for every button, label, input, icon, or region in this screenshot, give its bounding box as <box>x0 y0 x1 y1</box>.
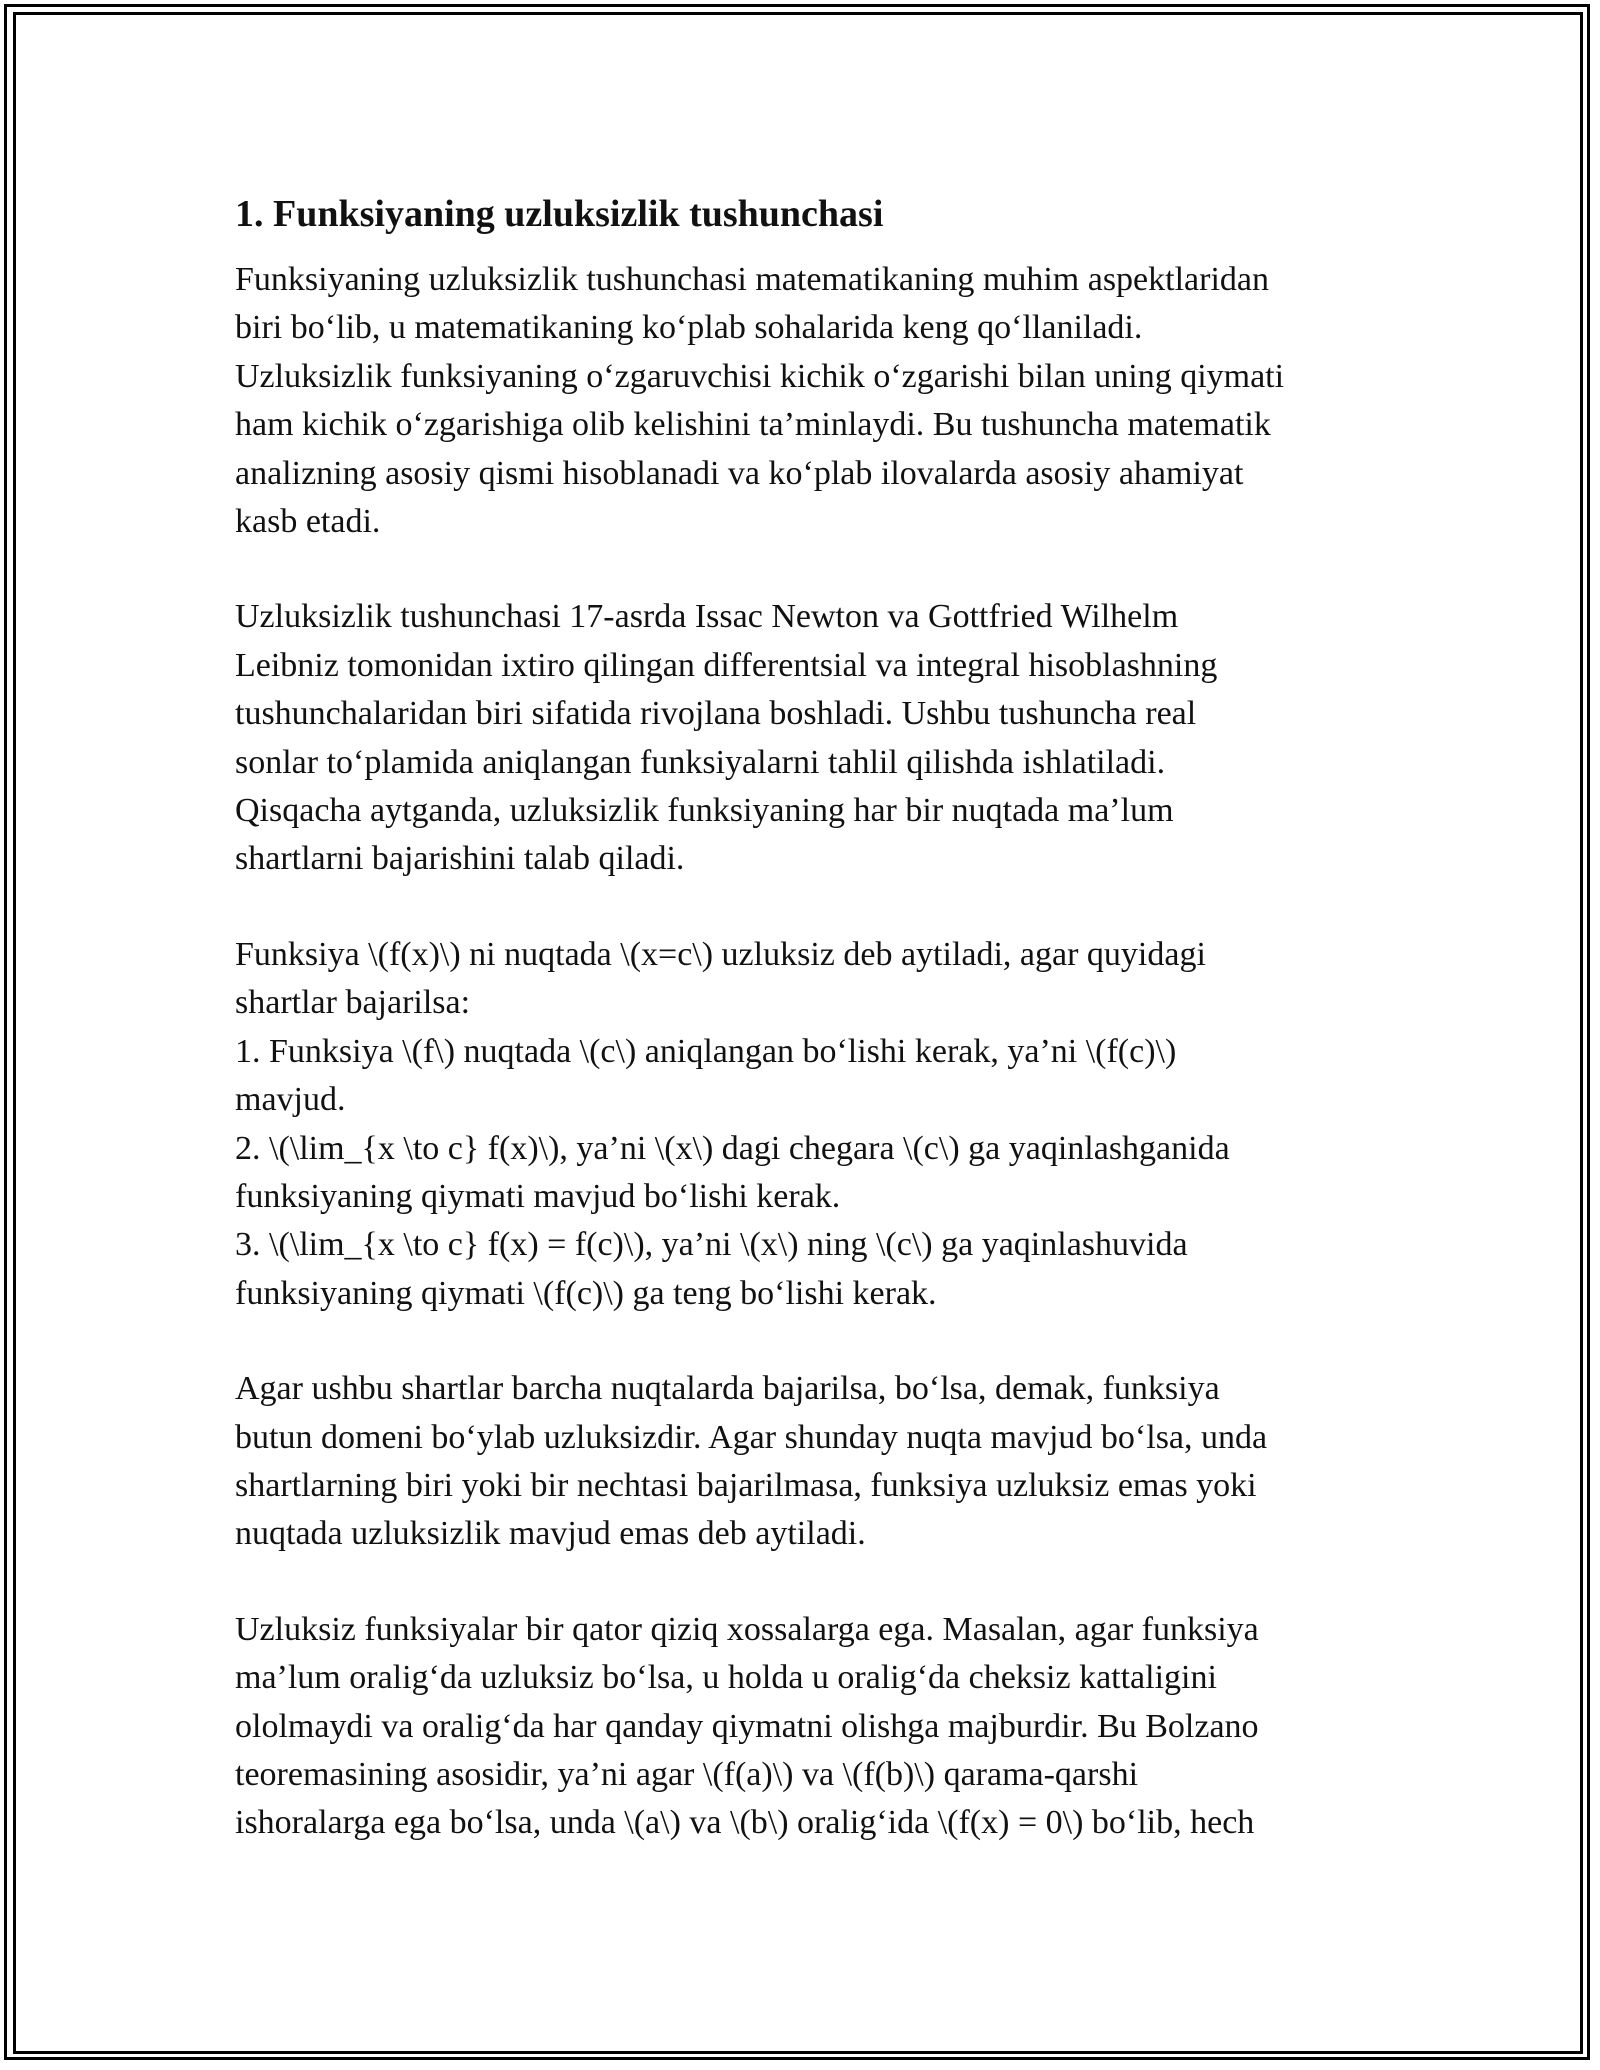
text-line: Uzluksizlik tushunchasi 17-asrda Issac Newton va Gottfried Wilhelm <box>235 598 1179 636</box>
paragraph-intro <box>235 256 1385 546</box>
section-heading: 1. Funksiyaning uzluksizlik tushunchasi <box>235 193 884 235</box>
text-line: Leibniz tomonidan ixtiro qilingan differentsial va integral hisoblashning <box>235 646 1218 684</box>
text-line: shartlar bajarilsa: <box>235 984 471 1022</box>
text-line: 2. \(\lim_{x \to c} f(x)\), ya’ni \(x\) dagi chegara \(c\) ga yaqinlashganida <box>235 1129 1230 1167</box>
text-line: biri bo‘lib, u matematikaning ko‘plab sohalarida keng qo‘llaniladi. <box>235 309 1143 347</box>
text-line: butun domeni bo‘ylab uzluksizdir. Agar shunday nuqta mavjud bo‘lsa, unda <box>235 1418 1268 1456</box>
paragraph-history <box>235 593 1385 883</box>
paragraph-definition <box>235 931 1385 1318</box>
text-line: Funksiya \(f(x)\) ni nuqtada \(x=c\) uzluksiz deb aytiladi, agar quyidagi <box>235 935 1206 973</box>
text-line: funksiyaning qiymati \(f(c)\) ga teng bo‘lishi kerak. <box>235 1274 937 1312</box>
text-line: Agar ushbu shartlar barcha nuqtalarda bajarilsa, bo‘lsa, demak, funksiya <box>235 1370 1220 1408</box>
text-line: ololmaydi va oralig‘da har qanday qiymatni olishga majburdir. Bu Bolzano <box>235 1707 1259 1745</box>
text-line: sonlar to‘plamida aniqlangan funksiyalarni tahlil qilishda ishlatiladi. <box>235 743 1166 781</box>
text-line: 3. \(\lim_{x \to c} f(x) = f(c)\), ya’ni \(x\) ning \(c\) ga yaqinlashuvida <box>235 1226 1188 1264</box>
paragraph-properties <box>235 1606 1385 1848</box>
text-line: kasb etadi. <box>235 503 381 541</box>
text-line: mavjud. <box>235 1081 346 1119</box>
text-line: ham kichik o‘zgarishiga olib kelishini ta’minlaydi. Bu tushuncha matematik <box>235 406 1271 444</box>
text-line: ishoralarga ega bo‘lsa, unda \(a\) va \(b\) oralig‘ida \(f(x) = 0\) bo‘lib, hech <box>235 1804 1255 1842</box>
text-line: nuqtada uzluksizlik mavjud emas deb aytiladi. <box>235 1515 866 1553</box>
text-line: teoremasining asosidir, ya’ni agar \(f(a)\) va \(f(b)\) qarama-qarshi <box>235 1755 1139 1793</box>
text-line: tushunchalaridan biri sifatida rivojlana boshladi. Ushbu tushuncha real <box>235 695 1197 733</box>
text-line: shartlarni bajarishini talab qiladi. <box>235 840 685 878</box>
text-line: ma’lum oralig‘da uzluksiz bo‘lsa, u holda u oralig‘da cheksiz kattaligini <box>235 1659 1217 1697</box>
paragraph-domain <box>235 1365 1385 1559</box>
text-line: analizning asosiy qismi hisoblanadi va ko‘plab ilovalarda asosiy ahamiyat <box>235 454 1244 492</box>
text-line: Qisqacha aytganda, uzluksizlik funksiyaning har bir nuqtada ma’lum <box>235 792 1174 830</box>
text-line: Funksiyaning uzluksizlik tushunchasi matematikaning muhim aspektlaridan <box>235 261 1269 298</box>
document-page <box>235 186 1385 1848</box>
text-line: Uzluksizlik funksiyaning o‘zgaruvchisi kichik o‘zgarishi bilan uning qiymati <box>235 357 1285 395</box>
text-line: funksiyaning qiymati mavjud bo‘lishi kerak. <box>235 1177 841 1215</box>
text-line: 1. Funksiya \(f\) nuqtada \(c\) aniqlangan bo‘lishi kerak, ya’ni \(f(c)\) <box>235 1032 1177 1070</box>
text-line: Uzluksiz funksiyalar bir qator qiziq xossalarga ega. Masalan, agar funksiya <box>235 1610 1259 1648</box>
text-line: shartlarning biri yoki bir nechtasi bajarilmasa, funksiya uzluksiz emas yoki <box>235 1466 1257 1504</box>
